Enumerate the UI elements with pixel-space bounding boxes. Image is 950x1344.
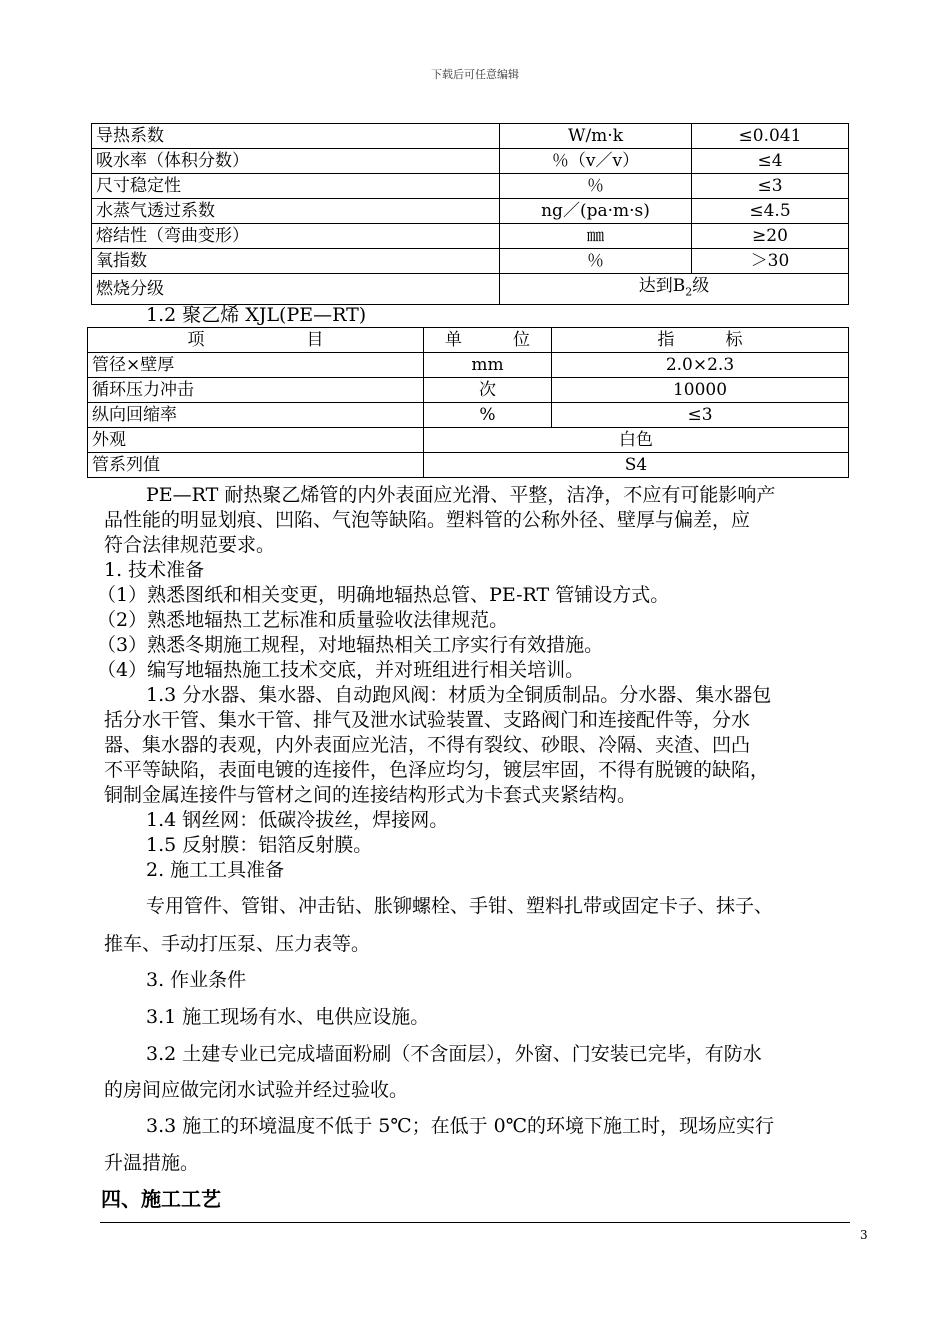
table-row [92, 199, 849, 224]
paragraph-line: 1.3 分水器、集水器、自动跑风阀：材质为全铜质制品。分水器、集水器包 [146, 684, 772, 706]
column-header: 单 位 [424, 328, 552, 353]
page-header: 下载后可任意编辑 [431, 68, 519, 81]
footer-rule [100, 1222, 850, 1223]
fire-rating-cell [500, 274, 849, 305]
section-heading-conditions: 3. 作业条件 [146, 969, 247, 991]
paragraph-line: 品性能的明显划痕、凹陷、气泡等缺陷。塑料管的公称外径、壁厚与偏差，应 [104, 509, 751, 531]
section-line-1-5: 1.5 反射膜：铝箔反射膜。 [146, 834, 373, 856]
fire-rating-subscript: 2 [685, 285, 693, 299]
table-cell: W/m·k [500, 124, 692, 149]
paragraph-line: 的房间应做完闭水试验并经过验收。 [104, 1079, 409, 1101]
column-header: 项 目 [88, 328, 424, 353]
section-heading-1-2: 1.2 聚乙烯 XJL(PE—RT) [146, 304, 367, 326]
section-line-1-4: 1.4 钢丝网：低碳冷拔丝，焊接网。 [146, 809, 449, 831]
list-item: （4）编写地辐热施工技术交底，并对班组进行相关培训。 [97, 659, 585, 681]
paragraph-line: 升温措施。 [104, 1152, 200, 1174]
paragraph-line: 符合法律规范要求。 [104, 534, 276, 556]
table-cell: ％（v／v） [500, 149, 692, 174]
section-heading-4: 四、施工工艺 [101, 1187, 221, 1211]
section-line-3-1: 3.1 施工现场有水、电供应设施。 [146, 1006, 430, 1028]
table-cell: ％ [500, 249, 692, 274]
paragraph-line: 铜制金属连接件与管材之间的连接结构形式为卡套式夹紧结构。 [104, 784, 637, 806]
table-cell: 熔结性（弯曲变形） [92, 224, 500, 249]
section-heading-tools: 2. 施工工具准备 [146, 859, 285, 881]
table-cell: ≤3 [552, 403, 849, 428]
list-item: （3）熟悉冬期施工规程，对地辐热相关工序实行有效措施。 [97, 634, 604, 656]
page-number: 3 [860, 1228, 868, 1242]
properties-table-1 [91, 123, 849, 305]
table-row [92, 174, 849, 199]
column-header: 指 标 [552, 328, 849, 353]
list-item: （2）熟悉地辐热工艺标准和质量验收法律规范。 [97, 609, 509, 631]
table-row [92, 274, 849, 305]
table-cell: ㎜ [500, 224, 692, 249]
table-cell: 尺寸稳定性 [92, 174, 500, 199]
table-row [88, 378, 849, 403]
paragraph-line: 器、集水器的表观，内外表面应光洁，不得有裂纹、砂眼、冷隔、夹渣、凹凸 [104, 734, 751, 756]
table-row [92, 124, 849, 149]
paragraph-line: 专用管件、管钳、冲击钻、胀铆螺栓、手钳、塑料扎带或固定卡子、抹子、 [146, 895, 774, 917]
table-cell: ng／(pa·m·s) [500, 199, 692, 224]
paragraph-line: 不平等缺陷，表面电镀的连接件，色泽应均匀，镀层牢固，不得有脱镀的缺陷， [104, 759, 770, 781]
table-row [88, 453, 849, 478]
fire-rating-class: B [672, 276, 686, 296]
table-row [88, 403, 849, 428]
table-row [88, 428, 849, 453]
table-cell: ≤3 [692, 174, 849, 199]
fire-rating-prefix: 达到 [638, 276, 673, 296]
table-cell: 次 [424, 378, 552, 403]
table-cell: ％ [500, 174, 692, 199]
paragraph-line: 3.3 施工的环境温度不低于 5℃；在低于 0℃的环境下施工时，现场应实行 [146, 1115, 775, 1137]
table-row [92, 249, 849, 274]
table-cell: 10000 [552, 378, 849, 403]
table-cell: 水蒸气透过系数 [92, 199, 500, 224]
table-header-row [88, 328, 849, 353]
table-cell: ≤0.041 [692, 124, 849, 149]
table-cell: ≤4 [692, 149, 849, 174]
table-cell: 循环压力冲击 [88, 378, 424, 403]
paragraph-line: PE—RT 耐热聚乙烯管的内外表面应光滑、平整，洁净，不应有可能影响产 [146, 484, 776, 506]
paragraph-line: 括分水干管、集水干管、排气及泄水试验装置、支路阀门和连接配件等，分水 [104, 709, 751, 731]
table-cell: 燃烧分级 [92, 274, 500, 305]
table-row [92, 149, 849, 174]
table-cell: S4 [424, 453, 849, 478]
table-cell: mm [424, 353, 552, 378]
table-cell: 2.0×2.3 [552, 353, 849, 378]
table-cell: 导热系数 [92, 124, 500, 149]
fire-rating-suffix: 级 [692, 276, 710, 296]
table-cell: % [424, 403, 552, 428]
paragraph-line: 推车、手动打压泵、压力表等。 [104, 933, 371, 955]
paragraph-line: 3.2 土建专业已完成墙面粉刷（不含面层），外窗、门安装已完毕，有防水 [146, 1043, 762, 1065]
table-cell: 纵向回缩率 [88, 403, 424, 428]
table-cell: 外观 [88, 428, 424, 453]
table-cell: ＞30 [692, 249, 849, 274]
list-item: （1）熟悉图纸和相关变更，明确地辐热总管、PE-RT 管铺设方式。 [97, 584, 670, 606]
table-cell: ≥20 [692, 224, 849, 249]
table-cell: 氧指数 [92, 249, 500, 274]
section-heading-tech-prep: 1. 技术准备 [104, 559, 205, 581]
table-row [92, 224, 849, 249]
table-cell: 白色 [424, 428, 849, 453]
table-cell: ≤4.5 [692, 199, 849, 224]
table-cell: 管径×壁厚 [88, 353, 424, 378]
table-cell: 管系列值 [88, 453, 424, 478]
table-cell: 吸水率（体积分数） [92, 149, 500, 174]
table-row [88, 353, 849, 378]
properties-table-2 [87, 327, 849, 478]
